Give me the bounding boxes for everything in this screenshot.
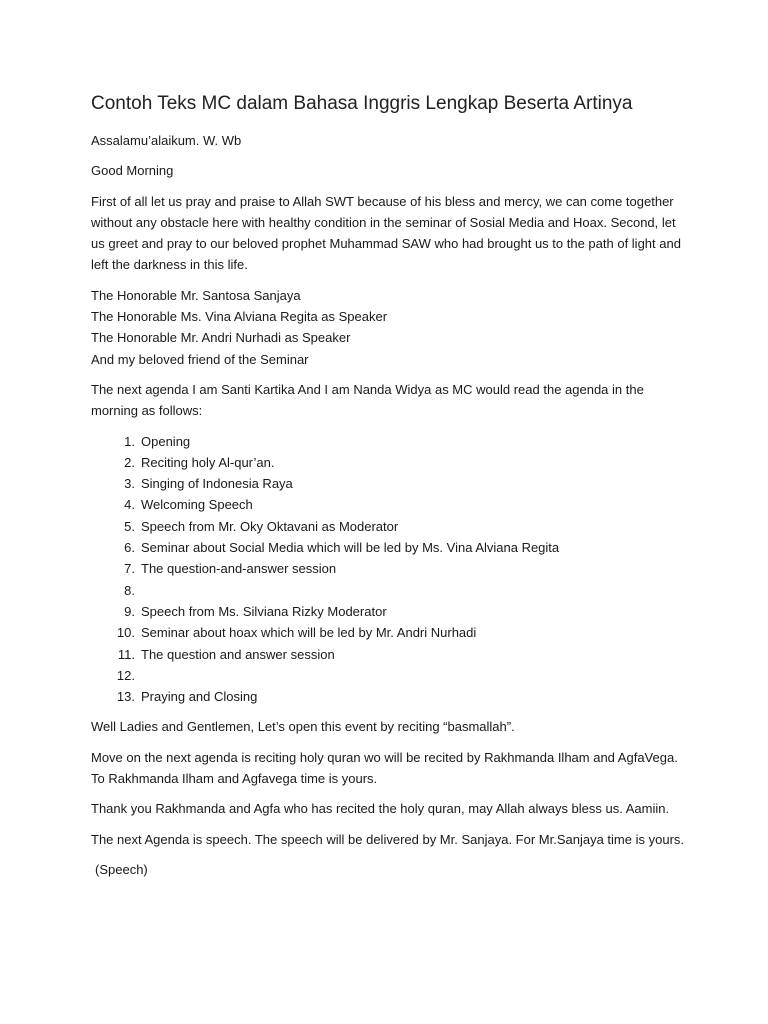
agenda-number: 13. xyxy=(116,689,135,705)
agenda-text xyxy=(135,665,141,686)
honorable-line: The Honorable Mr. Andri Nurhadi as Speaker xyxy=(91,330,351,346)
agenda-item xyxy=(91,473,691,494)
agenda-text xyxy=(135,580,141,601)
agenda-number: 3. xyxy=(124,476,135,492)
agenda-text: Welcoming Speech xyxy=(141,497,253,513)
agenda-item xyxy=(91,537,691,558)
agenda-item xyxy=(91,644,691,665)
agenda-text: Opening xyxy=(141,433,191,449)
agenda-number: 9. xyxy=(124,603,135,619)
document-page xyxy=(91,92,691,889)
agenda-item xyxy=(91,601,691,622)
agenda-item xyxy=(91,494,691,515)
thanks-paragraph: Thank you Rakhmanda and Agfa who has recited the holy quran, may Allah always bless us. Aamiin. xyxy=(91,801,670,817)
agenda-number: 2. xyxy=(124,454,135,470)
good-morning-line: Good Morning xyxy=(91,163,174,179)
agenda-number: 7. xyxy=(124,561,135,577)
agenda-text: Singing of Indonesia Raya xyxy=(141,476,293,492)
agenda-text: Reciting holy Al-qur’an. xyxy=(141,454,275,470)
basmallah-paragraph: Well Ladies and Gentlemen, Let’s open this event by reciting “basmallah”. xyxy=(91,719,515,735)
agenda-number: 5. xyxy=(124,518,135,534)
agenda-number: 4. xyxy=(124,497,135,513)
agenda-number: 8. xyxy=(124,582,135,598)
agenda-number: 11. xyxy=(117,646,135,662)
salam-line: Assalamu’alaikum. W. Wb xyxy=(91,133,242,148)
agenda-intro: The next agenda I am Santi Kartika And I am Nanda Widya as MC would read the agenda in the morning as follows: xyxy=(91,381,644,419)
agenda-item xyxy=(91,665,691,686)
honorable-line: And my beloved friend of the Seminar xyxy=(91,351,309,367)
agenda-item xyxy=(91,431,691,452)
agenda-text: Speech from Mr. Oky Oktavani as Moderator xyxy=(141,518,399,534)
agenda-text: The question-and-answer session xyxy=(141,561,337,577)
honorable-line: The Honorable Ms. Vina Alviana Regita as Speaker xyxy=(91,309,388,325)
document-title: Contoh Teks MC dalam Bahasa Inggris Lengkap Beserta Artinya xyxy=(91,93,633,114)
agenda-item xyxy=(91,686,691,707)
speech-note: (Speech) xyxy=(95,861,148,877)
agenda-number: 10. xyxy=(116,625,135,641)
agenda-text: The question and answer session xyxy=(141,646,335,662)
agenda-text: Praying and Closing xyxy=(141,689,258,705)
agenda-text: Seminar about hoax which will be led by Mr. Andri Nurhadi xyxy=(141,625,477,641)
speech-paragraph: The next Agenda is speech. The speech will be delivered by Mr. Sanjaya. For Mr.Sanjaya time is yours. xyxy=(91,831,685,847)
agenda-item xyxy=(91,580,691,601)
honorable-guests-list xyxy=(91,285,691,370)
agenda-number: 1. xyxy=(124,433,135,449)
agenda-item xyxy=(91,516,691,537)
agenda-text: Seminar about Social Media which will be led by Ms. Vina Alviana Regita xyxy=(141,540,560,556)
agenda-list xyxy=(91,431,691,708)
opening-paragraph: First of all let us pray and praise to Allah SWT because of his bless and mercy, we can come together without any obstacle here with healthy condition in the seminar of Sosial Media and Hoax. Second, let us greet and pray to our beloved prophet Muhammad SAW who had brought us to the path of light and left the darkness in this life. xyxy=(91,193,681,273)
agenda-item xyxy=(91,558,691,579)
honorable-line: The Honorable Mr. Santosa Sanjaya xyxy=(91,287,301,303)
agenda-item xyxy=(91,622,691,643)
agenda-text: Speech from Ms. Silviana Rizky Moderator xyxy=(141,603,387,619)
agenda-number: 6. xyxy=(124,540,135,556)
quran-paragraph: Move on the next agenda is reciting holy quran wo will be recited by Rakhmanda Ilham and AgfaVega. To Rakhmanda Ilham and Agfavega time is yours. xyxy=(91,749,678,787)
agenda-number: 12. xyxy=(116,667,135,683)
agenda-item xyxy=(91,452,691,473)
